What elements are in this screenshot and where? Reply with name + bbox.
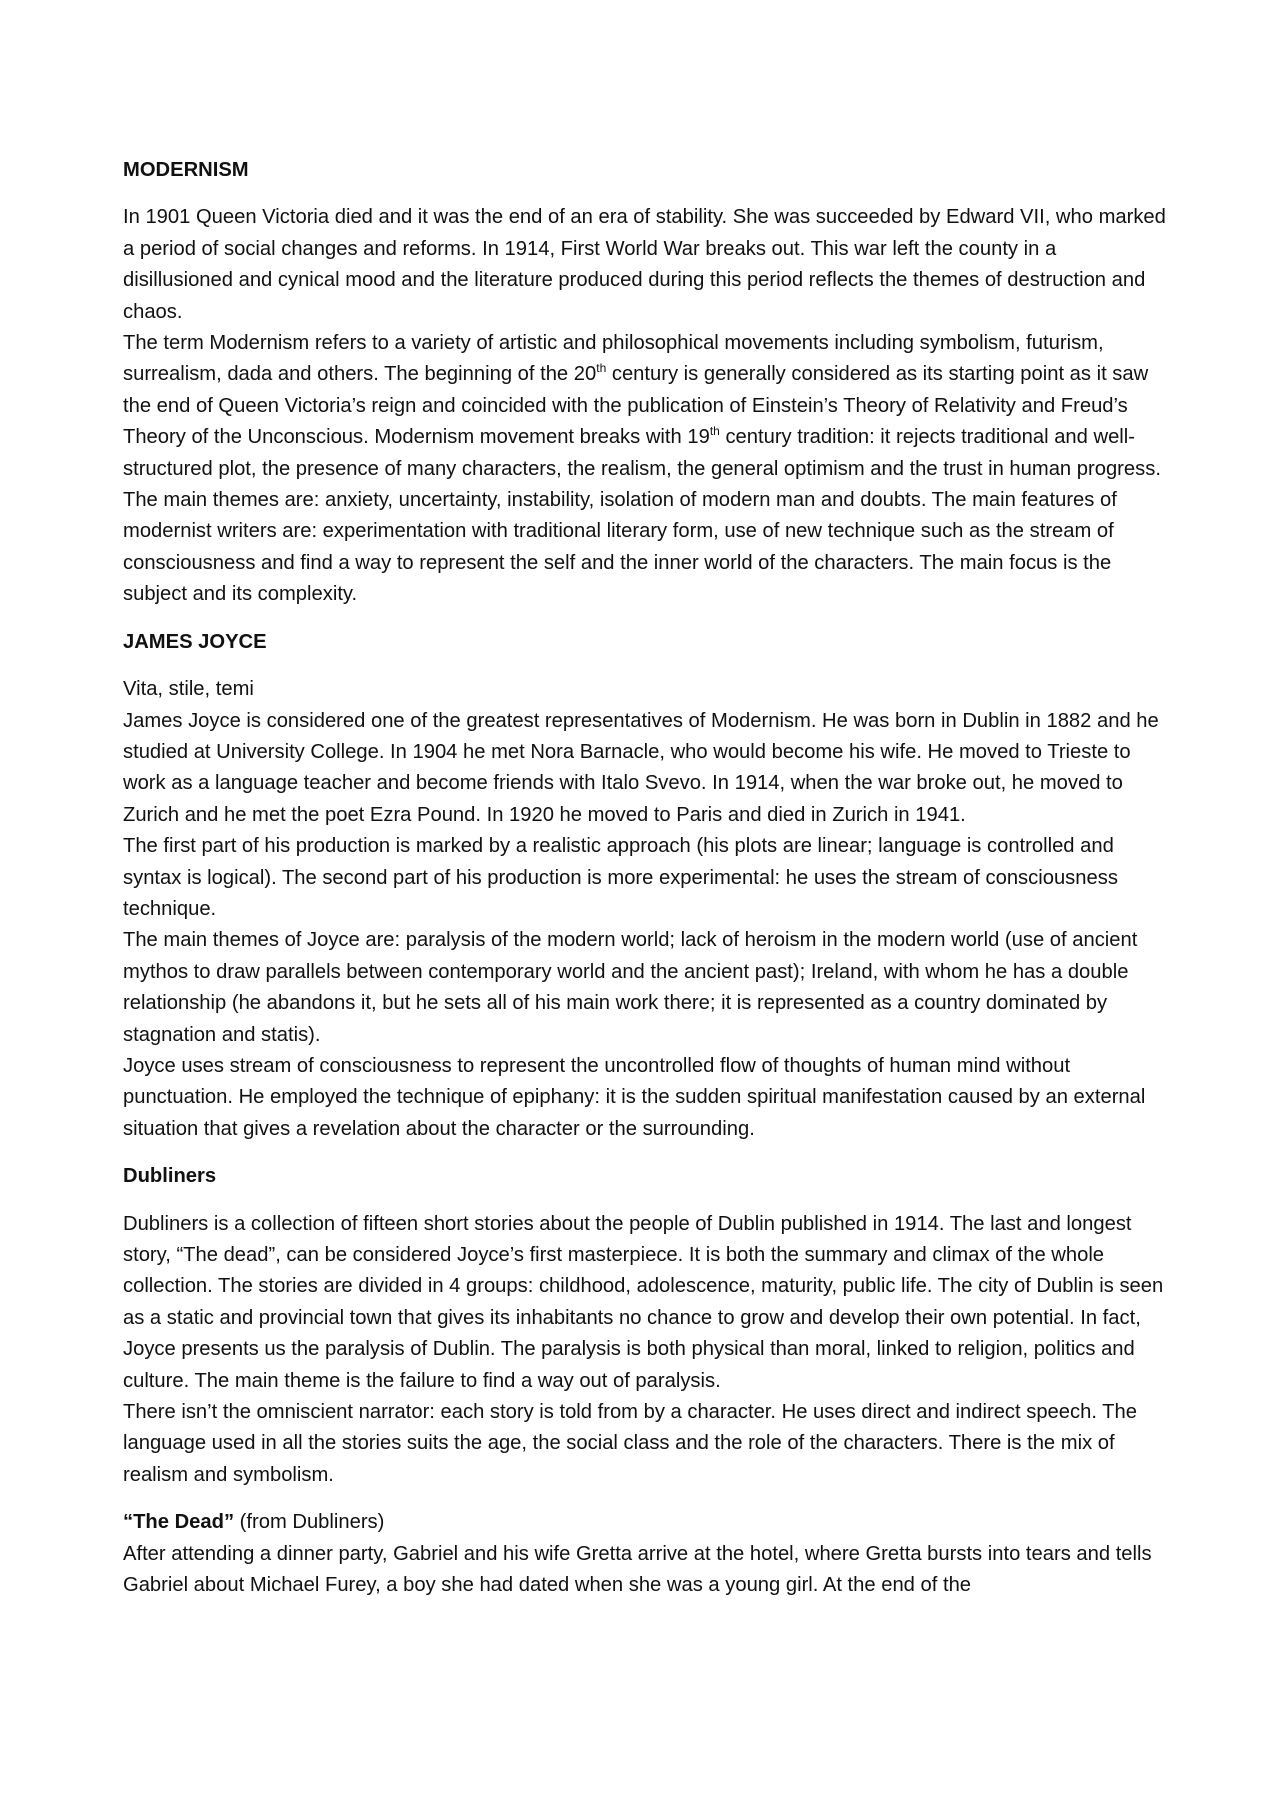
section-heading-dubliners: Dubliners [123, 1165, 217, 1188]
paragraph-dubliners-summary: Dubliners is a collection of fifteen short stories about the people of Dublin published in 1914. The last and longest story, “The dead”, can be considered Joyce’s first masterpiece. It is both the summary and climax of the whole collection. The stories are divided in 4 groups: childhood, adolescence, maturity, public life. The city of Dublin is seen as a static and provincial town that gives its inhabitants no chance to grow and develop their own potential. In fact, Joyce presents us the paralysis of Dublin. The paralysis is both physical than moral, linked to religion, politics and culture. The main theme is the failure to find a way out of paralysis. [123, 1212, 1164, 1392]
paragraph-dubliners-narration: There isn’t the omniscient narrator: each story is told from by a character. He uses direct and indirect speech. The language used in all the stories suits the age, the social class and the role of the characters. There is the mix of realism and symbolism. [123, 1401, 1137, 1486]
paragraph-joyce-themes: The main themes of Joyce are: paralysis of the modern world; lack of heroism in the modern world (use of ancient mythos to draw parallels between contemporary world and the ancient past); Ireland, with whom he has a double relationship (he abandons it, but he sets all of his main work there; it is represented as a country dominated by stagnation and statis). [123, 929, 1138, 1046]
section-heading-james-joyce: JAMES JOYCE [123, 630, 267, 653]
subheading-vita-stile-temi: Vita, stile, temi [123, 678, 254, 701]
the-dead-source: (from Dubliners) [234, 1511, 385, 1534]
the-dead-title: “The Dead” [123, 1511, 235, 1534]
text-run: century tradition: it rejects traditional and well-structured plot, the presence of many characters, the realism, the general optimism and the trust in human progress. The main themes are: anxiety, uncertainty, instability, isolation of modern man and doubts. The main features of modernist writers are: experimentation with traditional literary form, use of new technique such as the stream of consciousness and find a way to represent the self and the inner world of the characters. The main focus is the subject and its complexity. [123, 426, 1161, 606]
paragraph-joyce-techniques: Joyce uses stream of consciousness to represent the uncontrolled flow of thoughts of human mind without punctuation. He employed the technique of epiphany: it is the sudden spiritual manifestation caused by an external situation that gives a revelation about the character or the surrounding. [123, 1054, 1146, 1140]
section-heading-the-dead [123, 1507, 1170, 1538]
superscript: th [709, 424, 720, 439]
text-run: The term Modernism refers to a variety of artistic and philosophical movements including symbolism, futurism, surrealism, dada and others. The beginning of the 20 [123, 332, 1104, 386]
paragraph-modernism-definition [123, 328, 1170, 611]
superscript: th [596, 361, 607, 376]
section-heading-modernism: MODERNISM [123, 159, 249, 181]
paragraph-joyce-production: The first part of his production is marked by a realistic approach (his plots are linear; language is controlled and syntax is logical). The second part of his production is more experimental: he uses the stream of consciousness technique. [123, 835, 1118, 920]
paragraph-modernism-intro: In 1901 Queen Victoria died and it was the end of an era of stability. She was succeeded by Edward VII, who marked a period of social changes and reforms. In 1914, First World War breaks out. This war left the county in a disillusioned and cynical mood and the literature produced during this period reflects the themes of destruction and chaos. [123, 206, 1166, 323]
paragraph-joyce-life: James Joyce is considered one of the greatest representatives of Modernism. He was born in Dublin in 1882 and he studied at University College. In 1904 he met Nora Barnacle, who would become his wife. He moved to Trieste to work as a language teacher and become friends with Italo Svevo. In 1914, when the war broke out, he moved to Zurich and he met the poet Ezra Pound. In 1920 he moved to Paris and died in Zurich in 1941. [123, 709, 1159, 826]
text-run: century is generally considered as its starting point as it saw the end of Queen Victoria’s reign and coincided with the publication of Einstein’s Theory of Relativity and Freud’s Theory of the Unconscious. Modernism movement breaks with 19 [123, 363, 1149, 449]
paragraph-the-dead-plot: After attending a dinner party, Gabriel and his wife Gretta arrive at the hotel, where Gretta bursts into tears and tells Gabriel about Michael Furey, a boy she had dated when she was a young girl. At the end of the [123, 1542, 1152, 1597]
